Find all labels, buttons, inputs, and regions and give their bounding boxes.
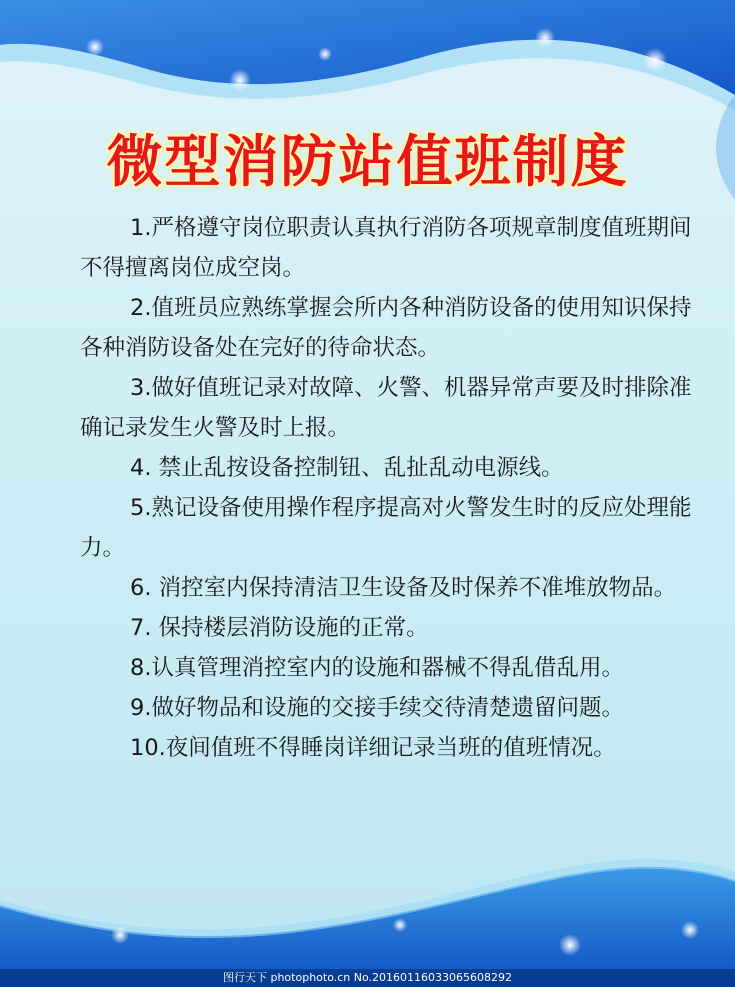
rule-item: 9.做好物品和设施的交接手续交待清楚遗留问题。 bbox=[130, 695, 624, 721]
rule-item: 8.认真管理消控室内的设施和器械不得乱借乱用。 bbox=[130, 655, 624, 681]
rule-item: 4. 禁止乱按设备控制钮、乱扯乱动电源线。 bbox=[130, 455, 564, 481]
rule-item: 5.熟记设备使用操作程序提高对火警发生时的反应处理能力。 bbox=[80, 495, 692, 561]
poster-title: 微型消防站值班制度 bbox=[106, 130, 629, 195]
rule-item: 7. 保持楼层消防设施的正常。 bbox=[130, 615, 429, 641]
rule-item: 1.严格遵守岗位职责认真执行消防各项规章制度值班期间不得擅离岗位成空岗。 bbox=[80, 215, 692, 281]
watermark-bar: 图行天下 photophoto.cn No.20160116033065608292 bbox=[0, 969, 735, 987]
rule-item: 3.做好值班记录对故障、火警、机器异常声要及时排除准确记录发生火警及时上报。 bbox=[80, 375, 692, 441]
rule-item: 10.夜间值班不得睡岗详细记录当班的值班情况。 bbox=[130, 735, 616, 761]
rule-item: 2.值班员应熟练掌握会所内各种消防设备的使用知识保持各种消防设备处在完好的待命状态。 bbox=[80, 295, 692, 361]
rule-item: 6. 消控室内保持清洁卫生设备及时保养不准堆放物品。 bbox=[130, 575, 677, 601]
rules-list bbox=[80, 208, 695, 768]
